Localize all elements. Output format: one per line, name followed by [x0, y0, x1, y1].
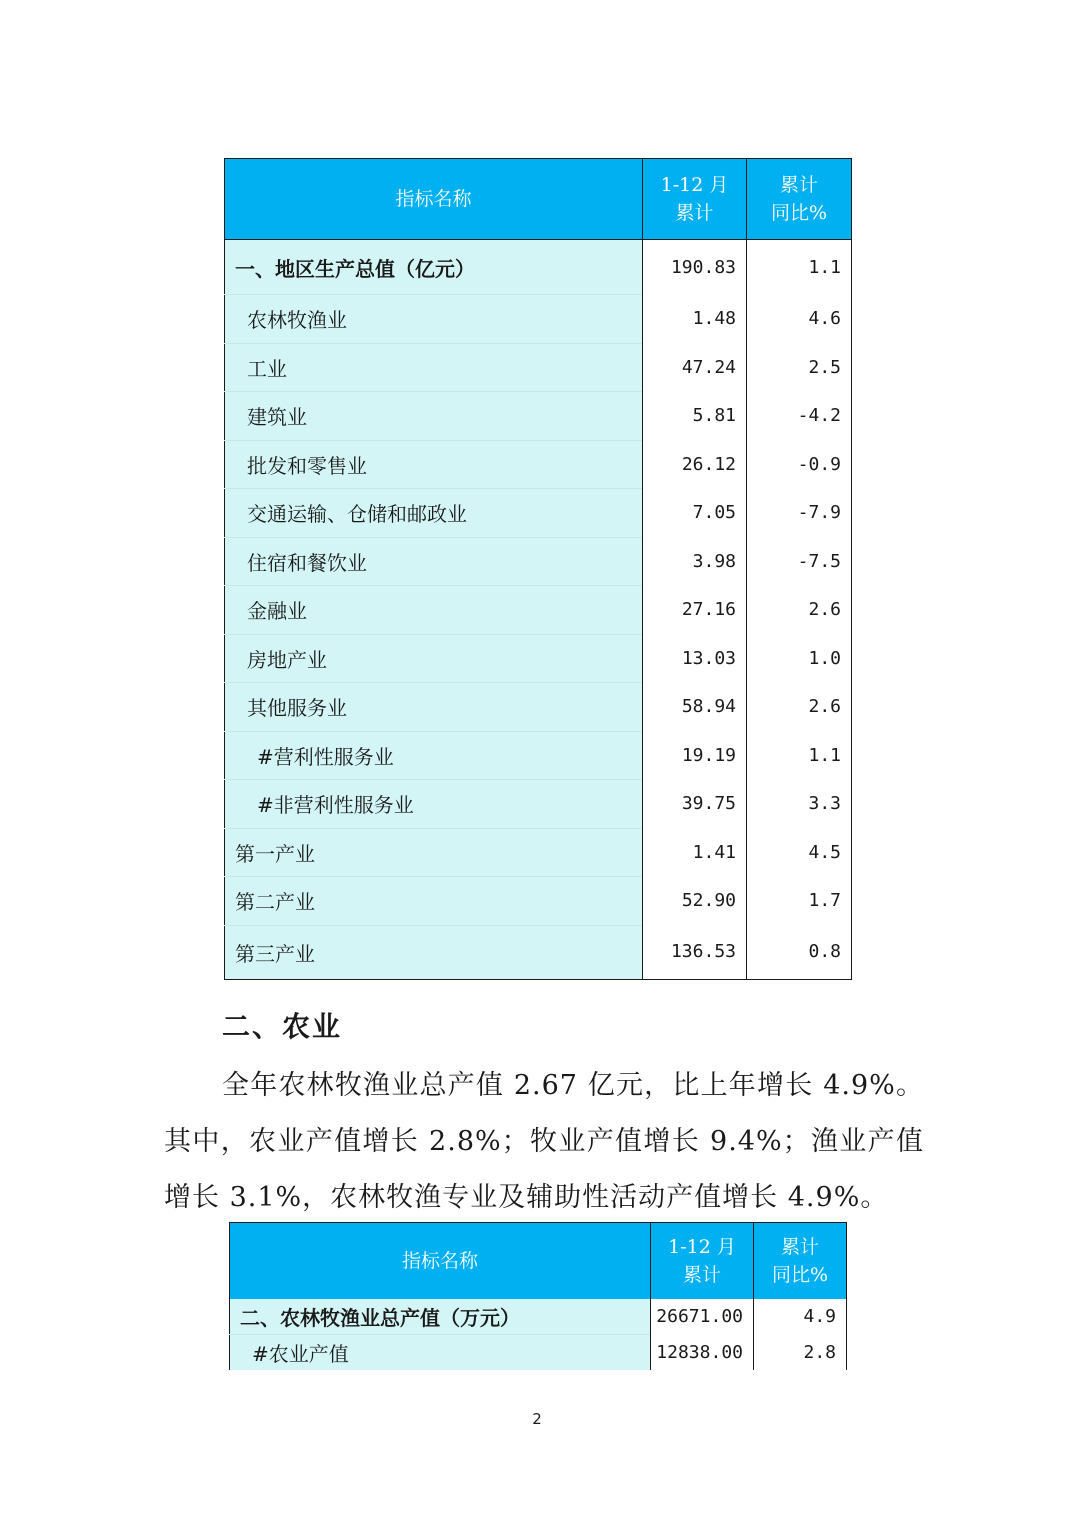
header-yoy: 累计 同比%	[754, 1223, 847, 1300]
row-yoy: 4.9	[754, 1299, 847, 1335]
row-yoy: 1.0	[747, 634, 852, 683]
row-yoy: 4.5	[747, 828, 852, 877]
row-value: 47.24	[643, 343, 747, 392]
table-row	[230, 1335, 847, 1371]
agriculture-table	[229, 1222, 847, 1370]
row-value: 190.83	[643, 240, 747, 295]
table-row	[225, 295, 852, 344]
row-yoy: 1.1	[747, 731, 852, 780]
table-row	[225, 780, 852, 829]
row-name: 金融业	[225, 586, 643, 635]
row-value: 1.41	[643, 828, 747, 877]
row-name: #农业产值	[230, 1335, 651, 1371]
row-yoy: 2.5	[747, 343, 852, 392]
row-name: 其他服务业	[225, 683, 643, 732]
table-row	[225, 343, 852, 392]
row-yoy: 1.7	[747, 877, 852, 926]
row-name: 第二产业	[225, 877, 643, 926]
row-yoy: 1.1	[747, 240, 852, 295]
row-name: 住宿和餐饮业	[225, 537, 643, 586]
row-value: 5.81	[643, 392, 747, 441]
table-row	[225, 877, 852, 926]
table-row	[225, 731, 852, 780]
row-name: 批发和零售业	[225, 440, 643, 489]
table-row	[225, 392, 852, 441]
page-number: 2	[532, 1410, 542, 1428]
row-yoy: -4.2	[747, 392, 852, 441]
row-value: 136.53	[643, 925, 747, 979]
row-value: 39.75	[643, 780, 747, 829]
row-value: 13.03	[643, 634, 747, 683]
row-yoy: -7.5	[747, 537, 852, 586]
table-row	[225, 634, 852, 683]
header-cumulative: 1-12 月 累计	[643, 159, 747, 240]
table-header-row	[225, 159, 852, 240]
table-row	[225, 440, 852, 489]
header-indicator-name: 指标名称	[225, 159, 643, 240]
header-cumulative: 1-12 月 累计	[651, 1223, 754, 1300]
row-value: 26.12	[643, 440, 747, 489]
row-value: 26671.00	[651, 1299, 754, 1335]
table-row	[225, 240, 852, 295]
table-row	[225, 586, 852, 635]
section-heading: 二、农业	[222, 1010, 343, 1043]
row-yoy: 2.6	[747, 683, 852, 732]
row-name: 建筑业	[225, 392, 643, 441]
row-yoy: -7.9	[747, 489, 852, 538]
row-name: #营利性服务业	[225, 731, 643, 780]
row-name: 二、农林牧渔业总产值（万元）	[230, 1299, 651, 1335]
row-value: 19.19	[643, 731, 747, 780]
row-name: 第三产业	[225, 925, 643, 979]
header-yoy: 累计 同比%	[747, 159, 852, 240]
row-name: #非营利性服务业	[225, 780, 643, 829]
table-header-row	[230, 1223, 847, 1300]
row-value: 1.48	[643, 295, 747, 344]
row-value: 12838.00	[651, 1335, 754, 1371]
row-yoy: 2.8	[754, 1335, 847, 1371]
table-row	[225, 925, 852, 979]
table-row	[225, 537, 852, 586]
gdp-table	[224, 158, 852, 980]
table-row	[225, 683, 852, 732]
row-value: 7.05	[643, 489, 747, 538]
row-value: 27.16	[643, 586, 747, 635]
table-row	[230, 1299, 847, 1335]
row-yoy: -0.9	[747, 440, 852, 489]
row-yoy: 0.8	[747, 925, 852, 979]
row-yoy: 2.6	[747, 586, 852, 635]
header-indicator-name: 指标名称	[230, 1223, 651, 1300]
row-name: 农林牧渔业	[225, 295, 643, 344]
row-name: 工业	[225, 343, 643, 392]
row-yoy: 3.3	[747, 780, 852, 829]
row-name: 一、地区生产总值（亿元）	[225, 240, 643, 295]
row-name: 房地产业	[225, 634, 643, 683]
row-value: 52.90	[643, 877, 747, 926]
section-paragraph: 全年农林牧渔业总产值 2.67 亿元，比上年增长 4.9%。其中，农业产值增长 2.8%；牧业产值增长 9.4%；渔业产值增长 3.1%，农林牧渔专业及辅助性活动产值增长 4.9%。	[164, 1070, 924, 1213]
table-row	[225, 489, 852, 538]
row-yoy: 4.6	[747, 295, 852, 344]
row-value: 3.98	[643, 537, 747, 586]
row-name: 交通运输、仓储和邮政业	[225, 489, 643, 538]
row-name: 第一产业	[225, 828, 643, 877]
table-row	[225, 828, 852, 877]
row-value: 58.94	[643, 683, 747, 732]
